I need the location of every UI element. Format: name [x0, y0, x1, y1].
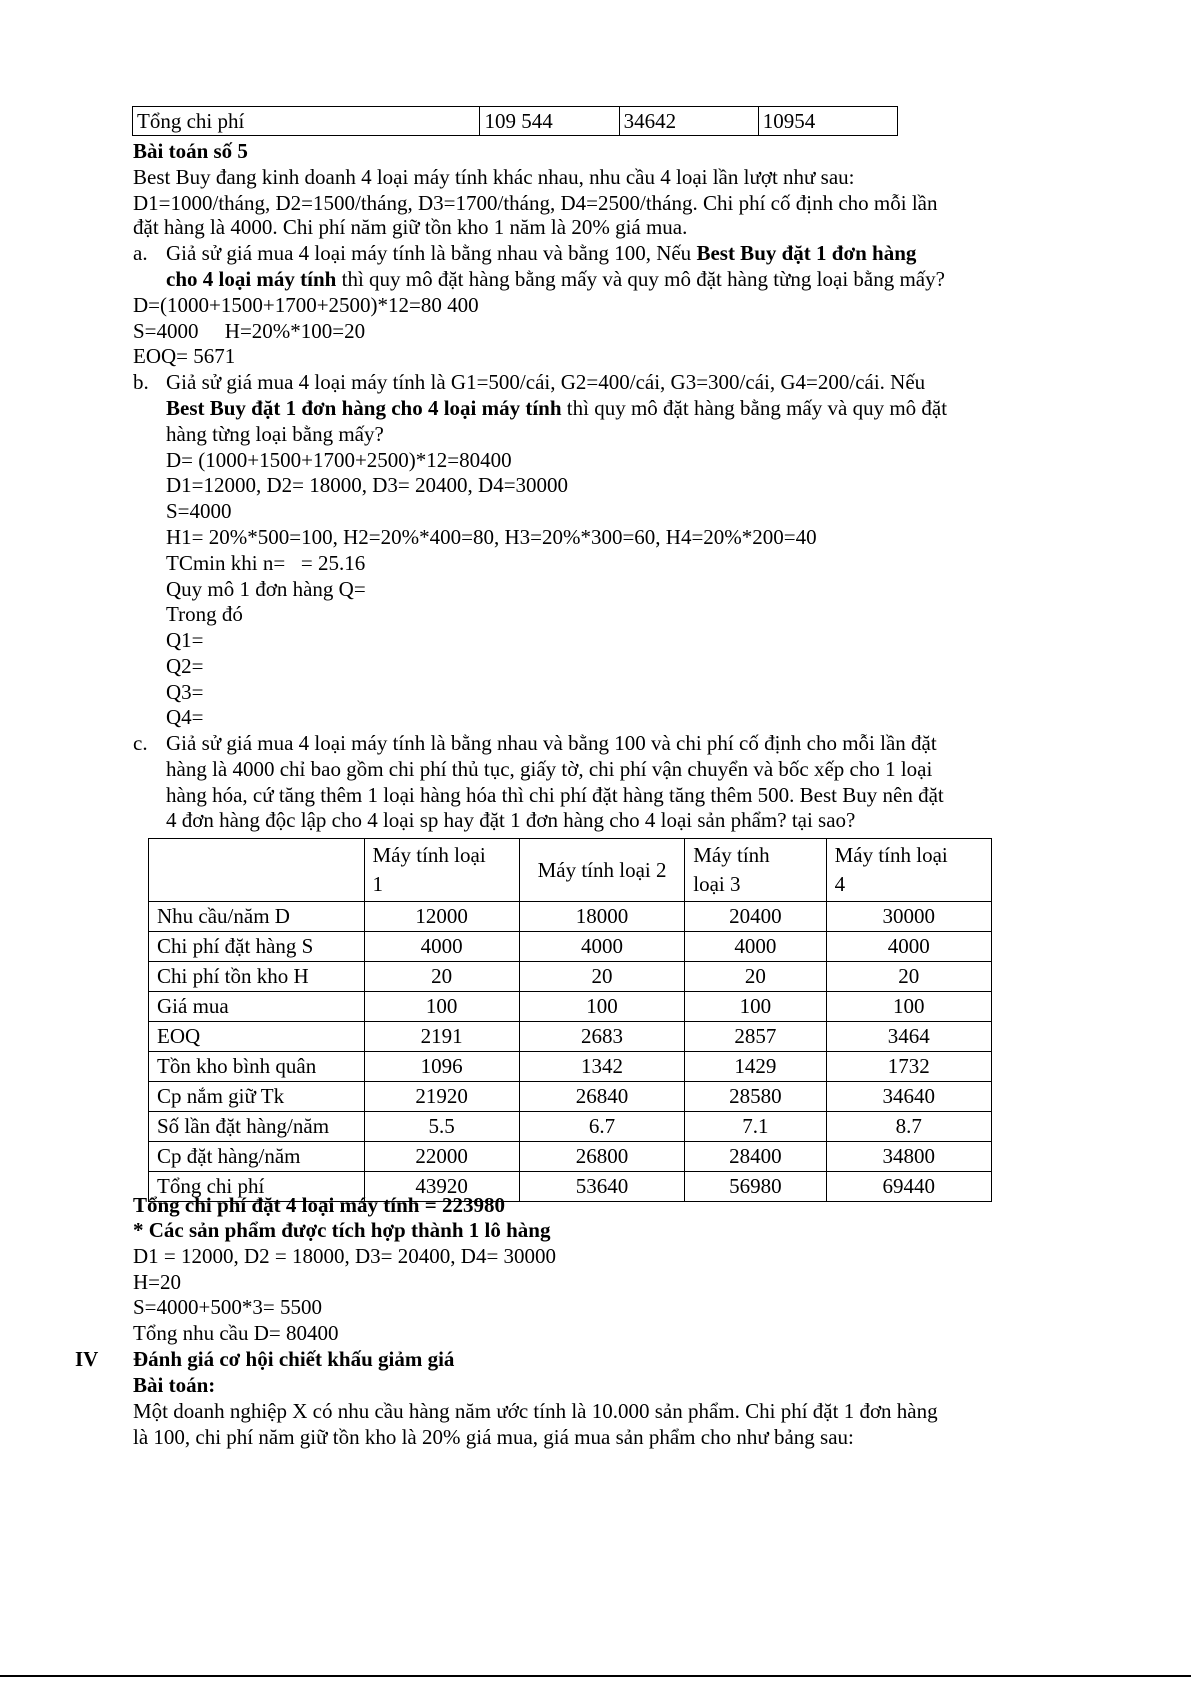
row-label: EOQ — [149, 1022, 365, 1052]
table-cell: 8.7 — [826, 1112, 991, 1142]
question-a-line — [166, 266, 945, 293]
header-cell — [685, 839, 826, 902]
row-label: Tồn kho bình quân — [149, 1052, 365, 1082]
row-label: Tổng chi phí — [133, 107, 480, 136]
paragraph-line: D1=1000/tháng, D2=1500/tháng, D3=1700/tháng, D4=2500/tháng. Chi phí cố định cho mỗi lần — [133, 191, 938, 215]
table-cell: 53640 — [519, 1172, 684, 1202]
table-cell: 7.1 — [685, 1112, 826, 1142]
question-a-line — [166, 240, 916, 267]
table-cell: 34640 — [826, 1082, 991, 1112]
row-label: Chi phí tồn kho H — [149, 962, 365, 992]
calc-line: Quy mô 1 đơn hàng Q= — [166, 577, 366, 601]
section-number: IV — [75, 1347, 99, 1371]
table-cell: 100 — [685, 992, 826, 1022]
table-cell: 1096 — [364, 1052, 519, 1082]
table-row — [149, 1142, 992, 1172]
table-cell: 20 — [519, 962, 684, 992]
paragraph-line: Một doanh nghiệp X có nhu cầu hàng năm ước tính là 10.000 sản phẩm. Chi phí đặt 1 đơn hàng — [133, 1399, 938, 1423]
table-row — [149, 992, 992, 1022]
text: Giả sử giá mua 4 loại máy tính là bằng nhau và bằng 100, Nếu — [166, 241, 697, 265]
table-cell: 28580 — [685, 1082, 826, 1112]
calc-line: D=(1000+1500+1700+2500)*12=80 400 — [133, 293, 479, 317]
text: thì quy mô đặt hàng bằng mấy và quy mô đặt — [561, 396, 948, 420]
paragraph-line: đặt hàng là 4000. Chi phí năm giữ tồn kho 1 năm là 20% giá mua. — [133, 215, 688, 239]
calc-line: Q4= — [166, 705, 204, 729]
table-row — [133, 107, 898, 136]
table-cell: 4000 — [364, 932, 519, 962]
row-label: Tổng chi phí — [149, 1172, 365, 1202]
emphasis: Best Buy đặt 1 đơn hàng — [696, 241, 917, 265]
table-header-row — [149, 839, 992, 902]
table-cell: 20400 — [685, 902, 826, 932]
calc-line: D= (1000+1500+1700+2500)*12=80400 — [166, 448, 512, 472]
table-cell: 26800 — [519, 1142, 684, 1172]
table-cell: 3464 — [826, 1022, 991, 1052]
header-line: 1 — [372, 872, 383, 896]
calc-line: S=4000 — [166, 499, 232, 523]
table-cell: 26840 — [519, 1082, 684, 1112]
header-line: loại 3 — [693, 872, 741, 896]
table-cell: 20 — [826, 962, 991, 992]
table-row — [149, 1112, 992, 1142]
calc-line: TCmin khi n= = 25.16 — [166, 551, 366, 575]
table-cell: 4000 — [519, 932, 684, 962]
table-cell: 100 — [519, 992, 684, 1022]
header-cell — [364, 839, 519, 902]
calc-line: H1= 20%*500=100, H2=20%*400=80, H3=20%*300=60, H4=20%*200=40 — [166, 525, 817, 549]
table-cell: 69440 — [826, 1172, 991, 1202]
table-row — [149, 932, 992, 962]
question-b-line — [166, 395, 947, 422]
table-cell: 10954 — [758, 107, 897, 136]
header-line: Máy tính — [693, 843, 770, 867]
calc-line: S=4000+500*3= 5500 — [133, 1295, 322, 1319]
eoq-comparison-table — [148, 838, 992, 1202]
table-cell: 56980 — [685, 1172, 826, 1202]
header-cell — [826, 839, 991, 902]
table-cell: 2857 — [685, 1022, 826, 1052]
table-cell: 4000 — [826, 932, 991, 962]
table-cell: 2683 — [519, 1022, 684, 1052]
table-cell: 34800 — [826, 1142, 991, 1172]
paragraph-line: Best Buy đang kinh doanh 4 loại máy tính khác nhau, nhu cầu 4 loại lần lượt như sau: — [133, 165, 855, 189]
calc-line: S=4000 H=20%*100=20 — [133, 319, 366, 343]
table-cell: 5.5 — [364, 1112, 519, 1142]
table-cell: 21920 — [364, 1082, 519, 1112]
header-cell — [519, 839, 684, 902]
header-line: Máy tính loại — [372, 843, 486, 867]
list-marker: b. — [133, 370, 149, 394]
list-marker: c. — [133, 731, 148, 755]
question-c-line: hàng hóa, cứ tăng thêm 1 loại hàng hóa thì chi phí đặt hàng tăng thêm 500. Best Buy nên đặt — [166, 783, 944, 807]
table-cell: 6.7 — [519, 1112, 684, 1142]
list-marker: a. — [133, 241, 148, 265]
total-cost-summary: Tổng chi phí đặt 4 loại máy tính = 223980 — [133, 1193, 505, 1217]
question-c-line: Giả sử giá mua 4 loại máy tính là bằng nhau và bằng 100 và chi phí cố định cho mỗi lần đặt — [166, 731, 937, 755]
page-bottom-rule — [0, 1675, 1191, 1677]
calc-line: Tổng nhu cầu D= 80400 — [133, 1321, 339, 1345]
calc-line: EOQ= 5671 — [133, 344, 236, 368]
table-cell: 20 — [685, 962, 826, 992]
section-title: Đánh giá cơ hội chiết khấu giảm giá — [133, 1347, 455, 1371]
question-c-line: hàng là 4000 chỉ bao gồm chi phí thủ tục, giấy tờ, chi phí vận chuyển và bốc xếp cho 1 loại — [166, 757, 933, 781]
table-cell: 109 544 — [480, 107, 619, 136]
question-b-line: hàng từng loại bằng mấy? — [166, 422, 384, 446]
table-row — [149, 1052, 992, 1082]
emphasis: Best Buy đặt 1 đơn hàng cho 4 loại máy tính — [166, 396, 562, 420]
calc-line: Q2= — [166, 654, 204, 678]
row-label: Chi phí đặt hàng S — [149, 932, 365, 962]
text: thì quy mô đặt hàng bằng mấy và quy mô đặt hàng từng loại bằng mấy? — [336, 267, 945, 291]
table-cell: 100 — [826, 992, 991, 1022]
calc-line: H=20 — [133, 1270, 182, 1294]
table-cell: 34642 — [619, 107, 758, 136]
problem-heading: Bài toán số 5 — [133, 139, 248, 163]
table-row — [149, 1082, 992, 1112]
calc-line: D1=12000, D2= 18000, D3= 20400, D4=30000 — [166, 473, 569, 497]
table-row — [149, 962, 992, 992]
header-line: Máy tính loại — [834, 843, 948, 867]
calc-line: D1 = 12000, D2 = 18000, D3= 20400, D4= 30000 — [133, 1244, 557, 1268]
table-cell: 30000 — [826, 902, 991, 932]
table-cell: 4000 — [685, 932, 826, 962]
table-cell: 100 — [364, 992, 519, 1022]
table-cell: 2191 — [364, 1022, 519, 1052]
paragraph-line: là 100, chi phí năm giữ tồn kho là 20% giá mua, giá mua sản phẩm cho như bảng sau: — [133, 1425, 854, 1449]
row-label: Giá mua — [149, 992, 365, 1022]
row-label: Cp đặt hàng/năm — [149, 1142, 365, 1172]
table-cell: 12000 — [364, 902, 519, 932]
table-cell: 43920 — [364, 1172, 519, 1202]
header-line: Máy tính loại 2 — [537, 857, 667, 882]
problem-heading: Bài toán: — [133, 1373, 216, 1397]
row-label: Số lần đặt hàng/năm — [149, 1112, 365, 1142]
calc-line: Q3= — [166, 680, 204, 704]
integrated-heading: * Các sản phẩm được tích hợp thành 1 lô hàng — [133, 1218, 551, 1242]
total-cost-row-table — [132, 106, 898, 136]
table-row — [149, 1022, 992, 1052]
table-cell: 1732 — [826, 1052, 991, 1082]
table-cell: 1342 — [519, 1052, 684, 1082]
emphasis: cho 4 loại máy tính — [166, 267, 337, 291]
table-cell: 1429 — [685, 1052, 826, 1082]
calc-line: Trong đó — [166, 602, 243, 626]
table-cell: 20 — [364, 962, 519, 992]
question-b-line: Giả sử giá mua 4 loại máy tính là G1=500/cái, G2=400/cái, G3=300/cái, G4=200/cái. Nếu — [166, 370, 926, 394]
row-label: Cp nắm giữ Tk — [149, 1082, 365, 1112]
row-label: Nhu cầu/năm D — [149, 902, 365, 932]
calc-line: Q1= — [166, 628, 204, 652]
table-cell: 22000 — [364, 1142, 519, 1172]
table-row — [149, 902, 992, 932]
header-line: 4 — [834, 872, 846, 896]
table-cell: 28400 — [685, 1142, 826, 1172]
header-cell-empty — [149, 839, 365, 902]
table-cell: 18000 — [519, 902, 684, 932]
question-c-line: 4 đơn hàng độc lập cho 4 loại sp hay đặt 1 đơn hàng cho 4 loại sản phẩm? tại sao? — [166, 808, 856, 832]
